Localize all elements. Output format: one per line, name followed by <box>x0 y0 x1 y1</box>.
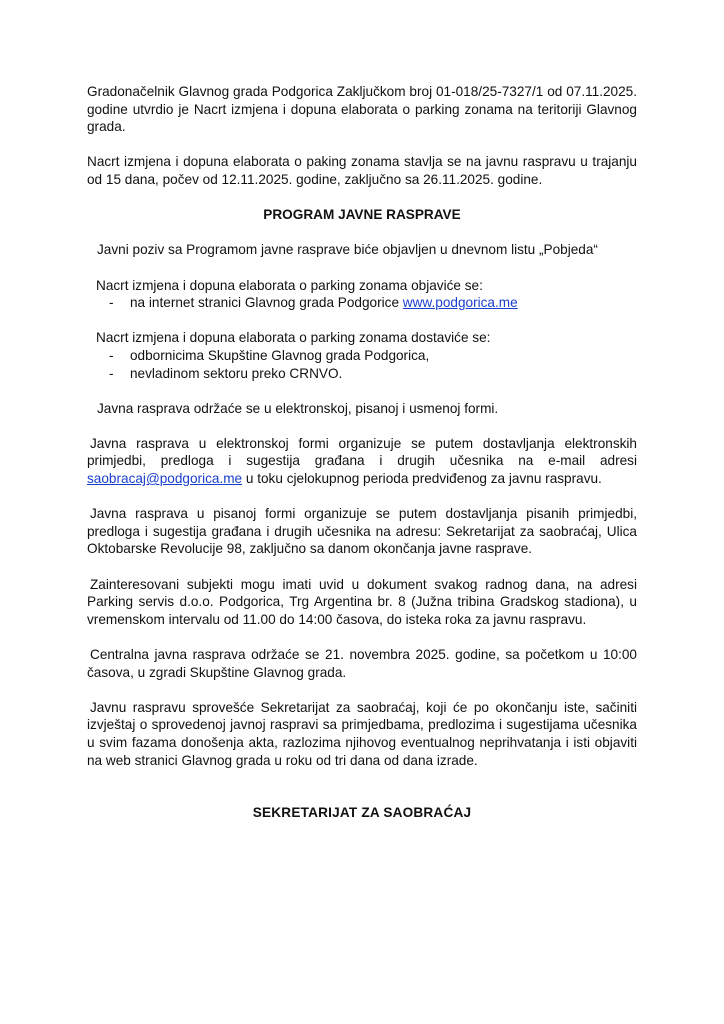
publish-list-item <box>87 294 637 312</box>
delivery-item-text: nevladinom sektoru preko CRNVO. <box>130 365 343 381</box>
electronic-text-before: Javna rasprava u elektronskoj formi organizuje se putem dostavljanja elektronskih primjedbi, predloga i sugestija građana i drugih učesnika na e-mail adresi <box>87 435 637 469</box>
dash-bullet-icon: - <box>109 295 114 311</box>
central-debate-paragraph: Centralna javna rasprava održaće se 21. novembra 2025. godine, sa početkom u 10:00 časova, u zgradi Skupštine Glavnog grada. <box>87 647 637 680</box>
written-form-paragraph: Javna rasprava u pisanoj formi organizuje se putem dostavljanja pisanih primjedbi, predloga i sugestija građana i drugih učesnika na adresu: Sekretarijat za saobraćaj, Ulica Oktobarske Revolucije 98, zaključno sa danom okončanja javne rasprave. <box>87 506 637 557</box>
publish-list <box>87 294 637 312</box>
delivery-item-text: odbornicima Skupštine Glavnog grada Podgorica, <box>130 347 430 363</box>
intro-paragraph-duration: Nacrt izmjena i dopuna elaborata o paking zonama stavlja se na javnu raspravu u trajanju od 15 dana, počev od 12.11.2025. godine, zaključno sa 26.11.2025. godine. <box>87 154 637 187</box>
publish-item-text: na internet stranici Glavnog grada Podgorice <box>130 295 403 311</box>
public-call-paragraph: Javni poziv sa Programom javne rasprave biće objavljen u dnevnom listu „Pobjeda“ <box>97 242 598 258</box>
conduct-paragraph: Javnu raspravu sprovešće Sekretarijat za saobraćaj, koji će po okončanju iste, sačiniti izvještaj o sprovedenoj javnoj raspravi sa primjedbama, predlozima i sugestijama učesnika u svim fazama donošenja akta, razlozima njihovog eventualnog neprihvatanja i isti objaviti na web stranici Glavnog grada u roku od tri dana od dana izrade. <box>87 699 637 768</box>
intro-paragraph-decision: Gradonačelnik Glavnog grada Podgorica Zaključkom broj 01-018/25-7327/1 od 07.11.2025. godine utvrdio je Nacrt izmjena i dopuna elaborata o parking zonama na teritoriji Glavnog grada. <box>87 84 637 135</box>
dash-bullet-icon: - <box>109 347 114 363</box>
delivery-list-item <box>87 347 637 365</box>
website-link[interactable]: www.podgorica.me <box>402 295 518 311</box>
signature-heading: SEKRETARIJAT ZA SAOBRAĆAJ <box>252 805 472 821</box>
document-page <box>87 83 637 839</box>
publish-block <box>87 277 637 312</box>
publish-intro: Nacrt izmjena i dopuna elaborata o parking zonama objaviće se: <box>96 277 483 293</box>
forms-paragraph: Javna rasprava održaće se u elektronskoj, pisanoj i usmenoj formi. <box>97 400 499 416</box>
electronic-form-paragraph <box>87 435 637 488</box>
program-heading: PROGRAM JAVNE RASPRAVE <box>263 207 461 223</box>
email-link[interactable]: saobracaj@podgorica.me <box>87 471 243 487</box>
delivery-block <box>87 329 637 382</box>
delivery-intro: Nacrt izmjena i dopuna elaborata o parking zonama dostaviće se: <box>96 330 491 346</box>
electronic-text-after: u toku cjelokupnog perioda predviđenog za javnu raspravu. <box>242 471 602 487</box>
inspection-paragraph: Zainteresovani subjekti mogu imati uvid u dokument svakog radnog dana, na adresi Parking servis d.o.o. Podgorica, Trg Argentina br. 8 (Južna tribina Gradskog stadiona), u vremenskom intervalu od 11.00 do 14:00 časova, do isteka roka za javnu raspravu. <box>87 576 637 627</box>
dash-bullet-icon: - <box>109 365 114 381</box>
delivery-list <box>87 347 637 382</box>
delivery-list-item <box>87 365 637 383</box>
